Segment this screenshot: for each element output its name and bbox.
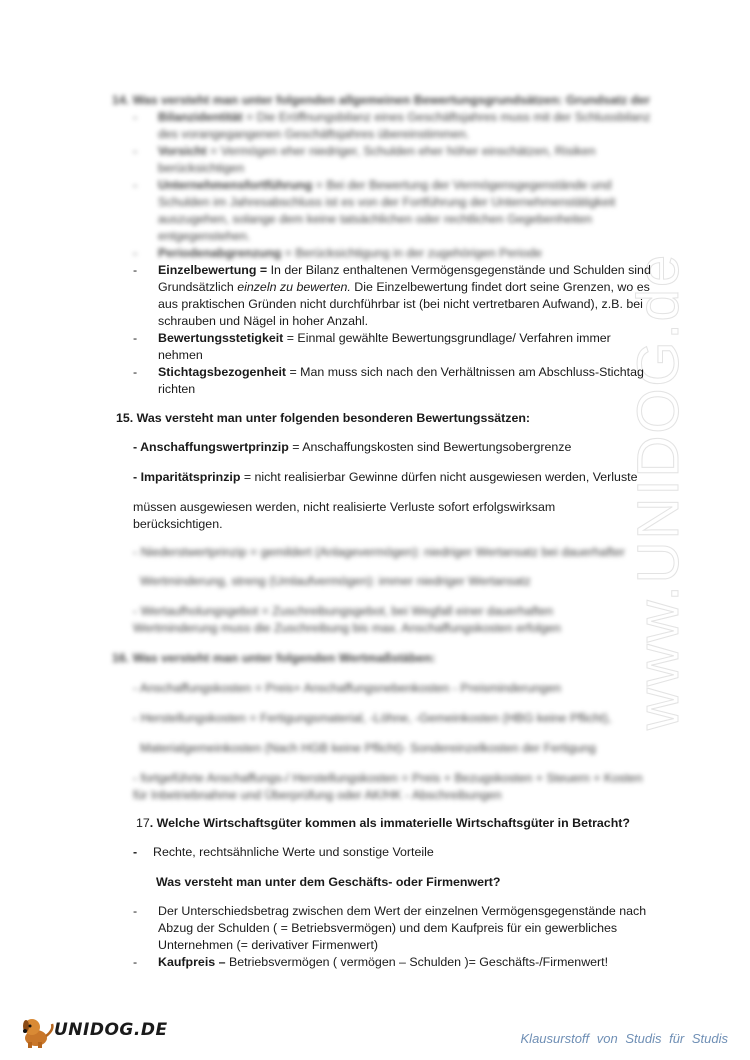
q15-heading: 15. Was versteht man unter folgenden besonderen Bewertungssätzen: [116,411,531,425]
dog-icon [18,1014,58,1050]
q16-fortgefuehrte-2: für Inbetriebnahme und Überprüfung oder AK/HK - Abschreibungen [133,788,502,802]
unidog-logo [18,1014,168,1050]
q16-fortgefuehrte-1: - fortgeführte Anschaffungs-/ Herstellungskosten = Preis + Bezugskosten + Steuern + Kosten [133,771,643,785]
q17-heading: 17. Welche Wirtschaftsgüter kommen als immaterielle Wirtschaftsgüter in Betracht? [136,816,630,830]
q15-anschaffungswertprinzip: - Anschaffungswertprinzip = Anschaffungskosten sind Bewertungsobergrenze [133,440,572,454]
watermark: www.UNIDOG.de [626,252,691,730]
footer-tagline: Klausurstoff von Studis für Studis [520,1031,728,1046]
q17-sub-heading: Was versteht man unter dem Geschäfts- oder Firmenwert? [156,875,501,889]
q14-heading: 14. Was versteht man unter folgenden allgemeinen Bewertungsgrundsätzen: Grundsatz der [112,93,650,107]
q15-imparitaet-continuation-2: berücksichtigen. [133,517,223,531]
q15-wertaufholungsgebot-1: - Wertaufholungsgebot = Zuschreibungsgebot, bei Wegfall einer dauerhaften [133,604,554,618]
logo-text: UNIDOG.DE [54,1020,168,1040]
q15-imparitaet-continuation-1: müssen ausgewiesen werden, nicht realisierte Verluste sofort erfolgswirksam [133,500,556,514]
q15-niederstwertprinzip-2: Wertminderung, streng (Umlaufvermögen): immer niedriger Wertansatz [140,574,531,588]
q15-imparitaetsprinzip: - Imparitätsprinzip = nicht realisierbar Gewinne dürfen nicht ausgewiesen werden, Verluste [133,470,638,484]
document-page: www.UNIDOG.de 14. Was versteht man unter folgenden allgemeinen Bewertungsgrundsätzen: Grundsatz der - Bilanzidentität = Die Eröffnungsbilanz eines Geschäftsjahres muss mit der Schlussbilanz des vorangegangenen Geschäftsjahres übereinstimmen. - Vorsicht = Vermögen eher niedriger, Schulden eher höher einschätzen, Risiken berücksichtigen - Unternehmensfortführung = Bei der Bewertung der Vermögensgegenstände und Schulden im Jahresabschluss ist es von der Fortführung der Unternehmenstätigkeit auszugehen, solange dem keine tatsächlichen oder rechtlichen Gegebenheiten entgegenstehen. - Periodenabgrenzung = Berücksichtigung in der zugehörigen Periode - Einzelbewertung = In der Bilanz enthaltenen Vermögensgegenstände und Schulden sind Grundsätzlich einzeln zu bewerten. Die Einzelbewertung findet dort seine Grenzen, wo es aus praktischen Gründen nicht durchführbar ist (bei nicht vertretbaren Aufwand), z.B. bei schrauben und Nägel in hoher Anzahl. - Bewertungsstetigkeit = Einmal gewählte Bewertungsgrundlage/ Verfahren immer nehmen - Stichtagsbezogenheit = Man muss sich nach den Verhältnissen am Abschluss-Stichtag richten 15. Was versteht man unter folgenden besonderen Bewertungssätzen: - Anschaffungswertprinzip = Anschaffungskosten sind Bewertungsobergrenze - Imparitätsprinzip = nicht realisierbar Gewinne dürfen nicht ausgewiesen werden, Verluste müssen ausgewiesen werden, nicht realisierte Verluste sofort erfolgswirksam berücksichtigen. - Niederstwertprinzip = gemildert (Anlagevermögen): niedriger Wertansatz bei dauerhafter Wertminderung, streng (Umlaufvermögen): immer niedriger Wertansatz - Wertaufholungsgebot = Zuschreibungsgebot, bei Wegfall einer dauerhaften Wertminderung muss die Zuschreibung bis max. Anschaffungskosten erfolgen 16. Was versteht man unter folgenden Wertmaßstäben: - Anschaffungskosten = Preis+ Anschaffungsnebenkosten - Preisminderungen - Herstellungskosten = Fertigungsmaterial, -Löhne, -Gemeinkosten (HBG keine Pflicht), Materialgemeinkosten (Nach HGB keine Pflicht)- Sondereinzelkosten der Fertigung - fortgeführte Anschaffungs-/ Herstellungskosten = Preis + Bezugskosten + Steuern + Kosten für Inbetriebnahme und Überprüfung oder AK/HK - Abschreibungen 17. Welche Wirtschaftsgüter kommen als immaterielle Wirtschaftsgüter in Betracht? - Rechte, rechtsähnliche Werte und sonstige Vorteile Was versteht man unter dem Geschäfts- oder Firmenwert? - Der Unterschiedsbetrag zwischen dem Wert der einzelnen Vermögensgegenstände nach Abzug der Schulden ( = Betriebsvermögen) und dem Kaufpreis für ein gewerbliches Unternehmen (= derivativer Firmenwert) - Kaufpreis – Betriebsvermögen ( vermögen – Schulden )= Geschäfts-/Firmenwert! UNIDOG.DE Klausurstoff von Studis für Studis [0,0,750,1060]
q16-herstellungskosten-2: Materialgemeinkosten (Nach HGB keine Pflicht)- Sondereinzelkosten der Fertigung [140,741,596,755]
q15-niederstwertprinzip-1: - Niederstwertprinzip = gemildert (Anlagevermögen): niedriger Wertansatz bei dauerhafter [133,545,625,559]
q16-heading: 16. Was versteht man unter folgenden Wertmaßstäben: [112,651,436,665]
q15-wertaufholungsgebot-2: Wertminderung muss die Zuschreibung bis max. Anschaffungskosten erfolgen [133,621,561,635]
q16-herstellungskosten-1: - Herstellungskosten = Fertigungsmaterial, -Löhne, -Gemeinkosten (HBG keine Pflicht), [133,711,612,725]
q16-anschaffungskosten: - Anschaffungskosten = Preis+ Anschaffungsnebenkosten - Preisminderungen [133,681,561,695]
